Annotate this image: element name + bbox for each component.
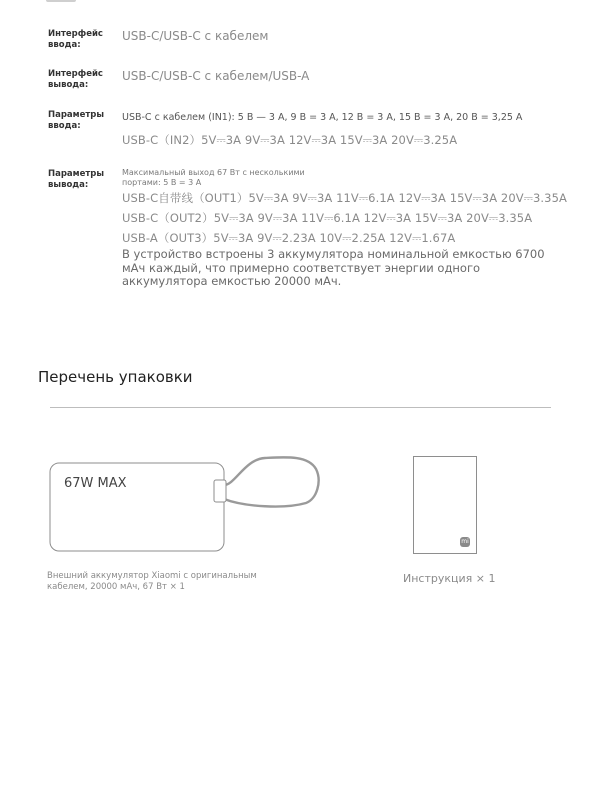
top-cut-header xyxy=(46,0,76,2)
input-interface-value: USB-C/USB-C с кабелем xyxy=(122,29,269,43)
manual-caption: Инструкция × 1 xyxy=(403,572,496,585)
manual-illustration xyxy=(413,456,477,554)
powerbank-illustration xyxy=(40,445,340,565)
battery-description: В устройство встроены 3 аккумулятора номинальной емкостью 6700 мАч каждый, что примерно соответствует энергии одного аккумулятора емкостью 20000 мАч. xyxy=(122,247,545,288)
input-params-label: Параметры ввода: xyxy=(48,110,105,131)
cable-connector xyxy=(214,480,226,502)
output-params-out3: USB-A（OUT3）5V⎓3A 9V⎓2.23A 10V⎓2.25A 12V⎓1.67A xyxy=(122,231,456,245)
output-interface-value: USB-C/USB-C с кабелем/USB-A xyxy=(122,69,310,83)
output-params-out2: USB-C（OUT2）5V⎓3A 9V⎓3A 11V⎓6.1A 12V⎓3A 15V⎓3A 20V⎓3.35A xyxy=(122,211,533,225)
powerbank-caption: Внешний аккумулятор Xiaomi с оригинальным кабелем, 20000 мАч, 67 Вт × 1 xyxy=(47,571,257,592)
input-params-line1: USB-C с кабелем (IN1): 5 В — 3 А, 9 В = 3 А, 12 В = 3 А, 15 В = 3 А, 20 В = 3,25 А xyxy=(122,112,523,123)
mi-logo-icon: mi xyxy=(461,538,469,545)
input-params-line2: USB-C（IN2）5V⎓3A 9V⎓3A 12V⎓3A 15V⎓3A 20V⎓3.25A xyxy=(122,133,458,147)
output-params-out1: USB-C自带线（OUT1）5V⎓3A 9V⎓3A 11V⎓6.1A 12V⎓3A 15V⎓3A 20V⎓3.35A xyxy=(122,191,567,205)
output-interface-label: Интерфейс вывода: xyxy=(48,69,103,90)
section-divider xyxy=(50,407,551,408)
powerbank-label: 67W MAX xyxy=(64,476,127,491)
package-title: Перечень упаковки xyxy=(38,368,193,386)
input-interface-label: Интерфейс ввода: xyxy=(48,29,103,50)
output-params-note: Максимальный выход 67 Вт с несколькими портами: 5 В = 3 А xyxy=(122,168,305,187)
output-params-label: Параметры вывода: xyxy=(48,169,105,190)
powerbank-cable xyxy=(224,457,319,506)
